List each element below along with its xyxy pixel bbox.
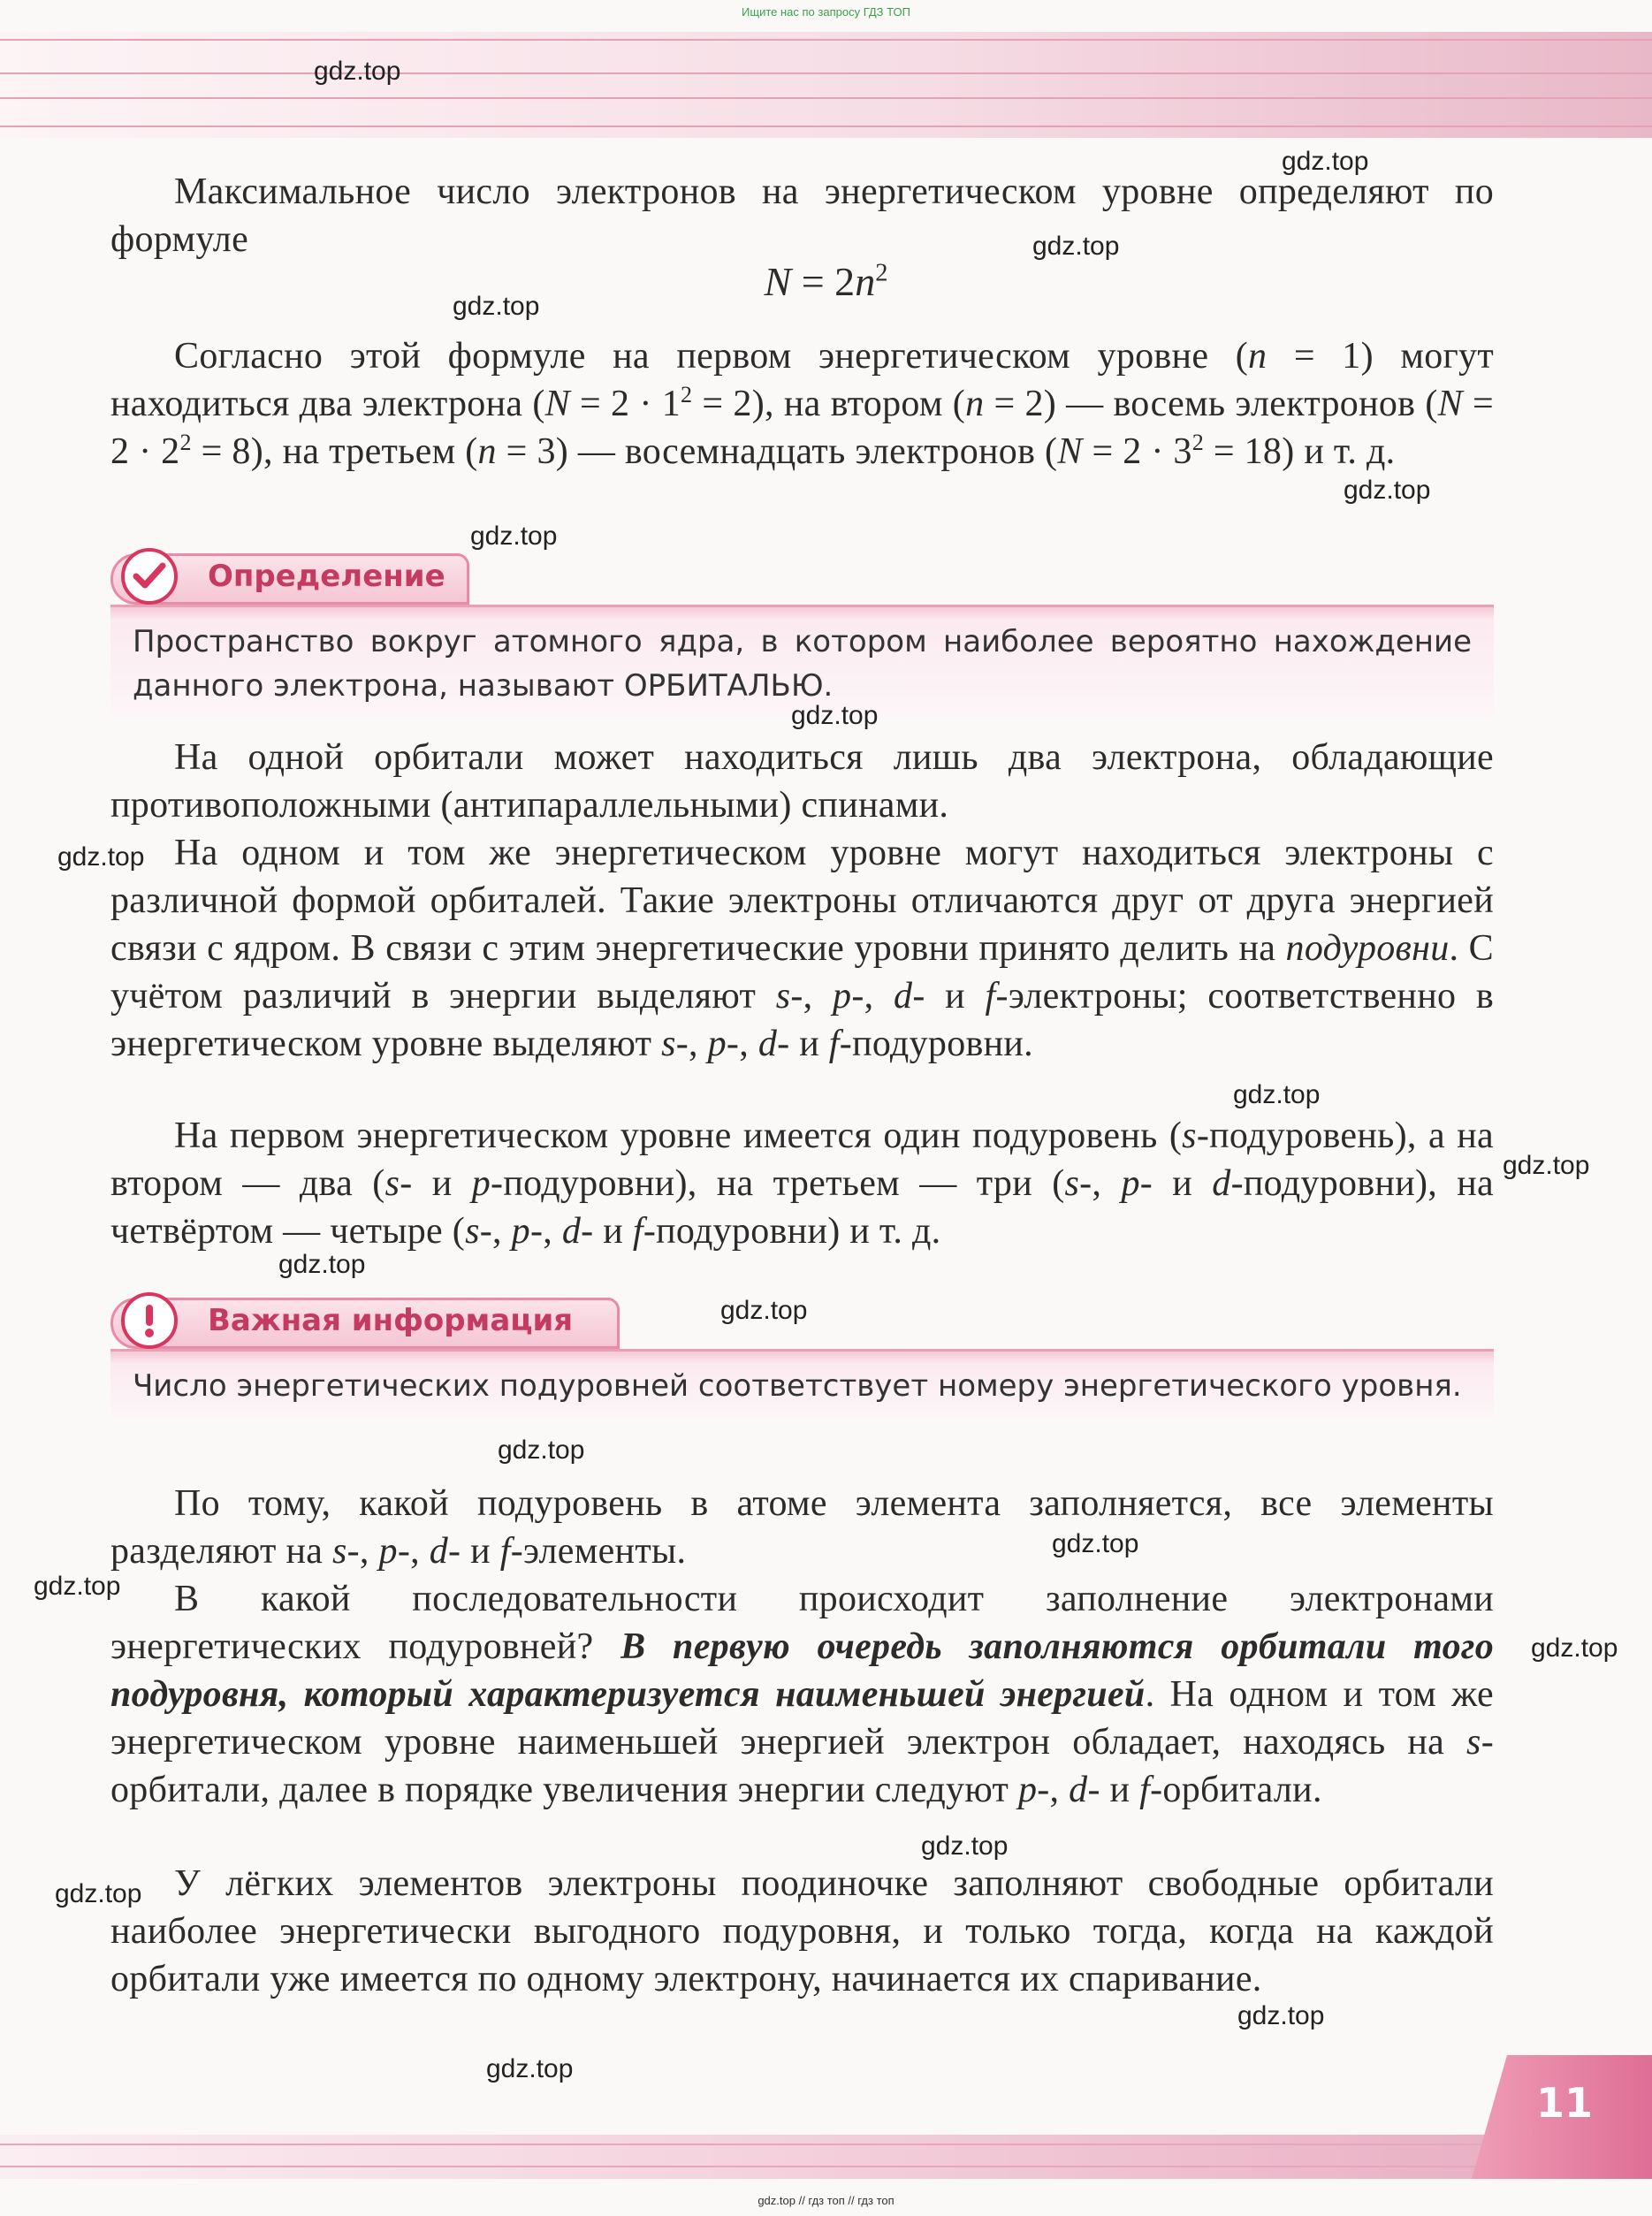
watermark: gdz.top xyxy=(470,522,558,551)
page-number: 11 xyxy=(1535,2079,1593,2127)
watermark: gdz.top xyxy=(34,1572,121,1601)
paragraph-sublevel-count: На первом энергетическом уровне имеется один подуровень (s-подуровень), а на втором — два (s- и p-подуровни), на третьем — три (s-, p- и d-подуровни), на четвёртом — четыре (s-, p-, d- и f-подуровни) и т. д. xyxy=(110,1116,1495,1252)
watermark: gdz.top xyxy=(1531,1633,1618,1663)
paragraph-orbital-spins: На одной орбитали может находиться лишь два электрона, обладающие противоположными (антипараллельными) спинами. xyxy=(110,737,1494,826)
watermark: gdz.top xyxy=(1503,1151,1590,1180)
definition-text: Пространство вокруг атомного ядра, в котором наиболее вероятно нахождение данного электрона, называют ОРБИТАЛЬЮ. xyxy=(133,624,1472,704)
header-band xyxy=(0,32,1652,138)
formula-var: n xyxy=(855,259,876,304)
important-title: Важная информация xyxy=(208,1303,574,1338)
checkmark-icon xyxy=(121,548,178,605)
footer-rule xyxy=(0,2166,1652,2167)
watermark: gdz.top xyxy=(921,1831,1009,1861)
watermark: gdz.top xyxy=(278,1250,366,1279)
watermark: gdz.top xyxy=(1233,1080,1321,1109)
watermark: gdz.top xyxy=(314,57,401,86)
bottom-note: gdz.top // гдз топ // гдз топ xyxy=(757,2194,895,2207)
watermark: gdz.top xyxy=(1052,1529,1139,1558)
watermark: gdz.top xyxy=(57,842,145,872)
header-rule xyxy=(0,126,1652,127)
formula-exp: 2 xyxy=(875,259,888,287)
paragraph-element-types: По тому, какой подуровень в атоме элемента заполняется, все элементы разделяют на s-, p-, d- и f-элементы. xyxy=(110,1483,1494,1572)
watermark: gdz.top xyxy=(720,1296,808,1325)
formula xyxy=(0,258,1652,305)
definition-header xyxy=(110,548,482,605)
important-box xyxy=(110,1349,1494,1419)
watermark: gdz.top xyxy=(1032,232,1120,261)
watermark: gdz.top xyxy=(1237,2001,1325,2030)
header-rule xyxy=(0,72,1652,74)
footer-band xyxy=(0,2135,1652,2179)
exclamation-icon xyxy=(121,1292,178,1349)
definition-title: Определение xyxy=(208,559,445,594)
paragraph-sublevels: На одном и том же энергетическом уровне могут находиться электроны с различной формой орбиталей. Такие электроны отличаются друг от друга энергией связи с ядром. В связи с этим энергетические уровни принято делить на подуровни. С учётом различий в энергии выделяют s-, p-, d- и f-электроны; соответственно в энергетическом уровне выделяют s-, p-, d- и f-подуровни. xyxy=(110,833,1494,1064)
paragraph-max-electrons: Максимальное число электронов на энергетическом уровне определяют по формуле xyxy=(110,171,1494,260)
formula-eq: = 2 xyxy=(791,259,856,304)
watermark: gdz.top xyxy=(55,1879,142,1908)
footer-rule xyxy=(0,2144,1652,2145)
watermark: gdz.top xyxy=(1282,147,1369,176)
watermark: gdz.top xyxy=(1344,476,1431,505)
header-rule xyxy=(0,39,1652,41)
header-rule xyxy=(0,97,1652,99)
formula-lhs: N xyxy=(764,259,792,304)
top-note: Ищите нас по запросу ГДЗ ТОП xyxy=(742,5,910,19)
paragraph-filling-order: В какой последовательности происходит заполнение электронами энергетических подуровней? В первую очередь заполняются орбитали того подуровня, который характеризуется наименьшей энергией. На одном и том же энергетическом уровне наименьшей энергией электрон обладает, находясь на s-орбитали, далее в порядке увеличения энергии следуют p-, d- и f-орбитали. xyxy=(110,1579,1494,1810)
important-text: Число энергетических подуровней соответствует номеру энергетического уровня. xyxy=(133,1368,1462,1404)
paragraph-formula-example: Согласно этой формуле на первом энергетическом уровне (n = 1) могут находиться два электрона $(N = 2 \cdot 1^2 = 2)$, на втором (n = 2) — восемь электронов $(N = 2 \cdot 2^2 = 8)$, на третьем (n = 3) — восемнадцать электронов $(N = 2 \cdot 3^2 = 18)$ и т. д. xyxy=(110,336,1495,472)
watermark: gdz.top xyxy=(791,701,879,730)
paragraph-pairing: У лёгких элементов электроны поодиночке заполняют свободные орбитали наиболее энергетически выгодного подуровня, и только тогда, когда на каждой орбитали уже имеется по одному электрону, начинается их спаривание. xyxy=(110,1863,1494,1999)
watermark: gdz.top xyxy=(486,2054,574,2083)
watermark: gdz.top xyxy=(453,292,540,321)
important-header xyxy=(110,1292,623,1349)
watermark: gdz.top xyxy=(498,1435,585,1465)
